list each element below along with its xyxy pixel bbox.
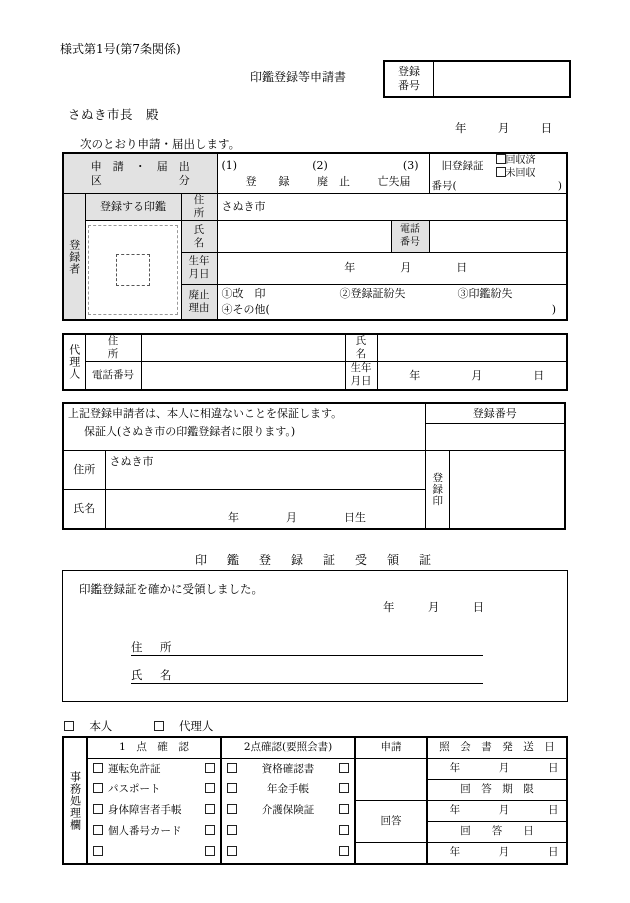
not-collected-label: 未回収 xyxy=(505,167,536,179)
registrant-address-row xyxy=(63,194,567,221)
reason-option-3[interactable]: ③印鑑紛失 xyxy=(457,287,513,301)
col1-item1-label: 運転免許証 xyxy=(108,762,161,775)
admin-deadline-day: 日 xyxy=(547,804,559,817)
guarantor-statement-row xyxy=(63,403,565,424)
seal-impression-box[interactable] xyxy=(85,221,181,321)
agent-side-label-text: 代理人 xyxy=(67,343,81,380)
header-date-year: 年 xyxy=(455,121,467,135)
admin-send-date-year: 年 xyxy=(449,762,461,775)
application-table xyxy=(62,152,568,321)
agent-address-row xyxy=(63,334,567,362)
guarantor-regno-label: 登録番号 xyxy=(425,403,565,424)
col2-item3-checkbox-right[interactable] xyxy=(334,804,354,817)
guarantor-name-label: 氏名 xyxy=(63,490,105,530)
receipt-date[interactable] xyxy=(383,599,484,615)
agent-checkbox[interactable] xyxy=(154,721,164,731)
admin-side-label xyxy=(63,737,87,864)
guarantor-seal-label-text: 登録印 xyxy=(431,472,444,507)
agent-name-value[interactable] xyxy=(377,334,567,362)
col1-item3-checkbox-right[interactable] xyxy=(200,804,220,817)
guarantor-seal-box[interactable] xyxy=(449,451,565,530)
old-certificate-number-open: 番号( xyxy=(431,180,457,192)
old-certificate-label: 旧登録証 xyxy=(441,159,484,172)
col2-item2-checkbox-right[interactable] xyxy=(334,783,354,796)
reason-option-1[interactable]: ①改 印 xyxy=(221,287,266,301)
receipt-box xyxy=(62,570,568,702)
col1-item1-checkbox-left[interactable] xyxy=(88,763,108,776)
col1-item5-checkbox-right[interactable] xyxy=(200,846,220,859)
receipt-date-year: 年 xyxy=(383,600,395,614)
registrant-birth-day: 日 xyxy=(456,261,468,275)
agent-tel-value[interactable] xyxy=(141,362,345,390)
registrant-name-value[interactable] xyxy=(217,221,391,253)
admin-col1-item-2[interactable] xyxy=(87,780,221,801)
guarantor-seal-label xyxy=(425,451,449,530)
guarantor-address-value[interactable]: さぬき市 xyxy=(105,451,425,490)
registration-number-table xyxy=(383,60,571,98)
reason-option-2[interactable]: ②登録証紛失 xyxy=(339,287,406,301)
admin-col1-item-5[interactable] xyxy=(87,843,221,865)
registrant-name-row xyxy=(63,221,567,253)
registrant-address-label: 住 所 xyxy=(181,194,217,221)
agent-address-label: 住 所 xyxy=(85,334,141,362)
self-checkbox[interactable] xyxy=(64,721,74,731)
receipt-address-rule xyxy=(131,655,483,656)
admin-send-date-day: 日 xyxy=(547,762,559,775)
agent-birth-label: 生年月日 xyxy=(345,362,377,390)
guarantor-address-label: 住所 xyxy=(63,451,105,490)
admin-col2-item-3[interactable] xyxy=(221,801,355,822)
registration-number-label xyxy=(384,61,434,97)
registrant-birth-year: 年 xyxy=(344,261,356,275)
col1-item2-checkbox-right[interactable] xyxy=(200,783,220,796)
guarantor-statement-line1: 上記登録申請者は、本人に相違ないことを保証します。 xyxy=(68,407,343,420)
guarantor-statement xyxy=(63,403,425,451)
col2-item3-checkbox-left[interactable] xyxy=(222,804,242,817)
col1-item4-label: 個人番号カード xyxy=(108,825,182,838)
col1-item2-checkbox-left[interactable] xyxy=(88,783,108,796)
applicant-type-row[interactable] xyxy=(64,718,213,734)
agent-table xyxy=(62,333,568,391)
collected-checkbox-row[interactable] xyxy=(496,154,567,167)
admin-send-date-month: 月 xyxy=(498,762,510,775)
admin-item-row-4 xyxy=(63,822,567,843)
registration-number-value[interactable] xyxy=(434,61,571,97)
old-certificate-cell xyxy=(429,153,567,194)
guarantor-birth-month: 月 xyxy=(286,511,297,525)
admin-reply-day: 日 xyxy=(547,846,559,859)
guarantor-statement-line2: 保証人(さぬき市の印鑑登録者に限ります。) xyxy=(84,424,296,438)
admin-deadline-label: 回 答 期 限 xyxy=(427,780,567,801)
guarantor-name-value[interactable] xyxy=(105,490,425,530)
application-option-3-number: (3) xyxy=(402,158,419,172)
application-option-2-label[interactable]: 廃 止 xyxy=(317,174,350,188)
receipt-address-field[interactable] xyxy=(131,639,177,655)
application-kubun-label xyxy=(63,153,217,194)
admin-col4-header: 照 会 書 発 送 日 xyxy=(427,737,567,759)
admin-reply-month: 月 xyxy=(498,846,510,859)
application-option-2-number: (2) xyxy=(312,158,328,172)
registrant-birth-label: 生年 月日 xyxy=(181,253,217,285)
receipt-address-label: 住 所 xyxy=(131,640,175,654)
registration-number-label-line1: 登録 xyxy=(398,65,420,79)
registrant-birth-month: 月 xyxy=(400,261,412,275)
seal-inner-guide xyxy=(116,254,150,286)
guarantor-birth-year: 年 xyxy=(228,511,239,525)
admin-col1-item-4[interactable] xyxy=(87,822,221,843)
col1-item5-checkbox-left[interactable] xyxy=(88,846,108,859)
self-label: 本人 xyxy=(89,719,113,733)
registrant-address-value[interactable]: さぬき市 xyxy=(217,194,567,221)
application-option-1-label[interactable]: 登 録 xyxy=(245,174,290,188)
col2-item3-label: 介護保険証 xyxy=(261,804,315,817)
not-collected-checkbox[interactable] xyxy=(496,167,506,177)
receipt-statement: 印鑑登録証を確かに受領しました。 xyxy=(79,582,263,596)
col2-item4-checkbox-left[interactable] xyxy=(222,825,242,838)
guarantor-birth-day: 日生 xyxy=(344,511,366,525)
admin-col1-header: 1 点 確 認 xyxy=(87,737,221,759)
admin-item-row-1 xyxy=(63,759,567,780)
header-date-day: 日 xyxy=(540,121,553,135)
application-kubun-label-line1: 申 請 ・ 届 出 xyxy=(90,159,190,173)
col2-item4-checkbox-right[interactable] xyxy=(334,825,354,838)
col1-item3-checkbox-left[interactable] xyxy=(88,804,108,817)
col2-item1-checkbox-left[interactable] xyxy=(222,763,242,776)
seal-section-title: 登録する印鑑 xyxy=(85,194,181,221)
registrant-reason-options[interactable] xyxy=(217,284,567,320)
admin-deadline-month: 月 xyxy=(498,804,510,817)
agent-birth-year: 年 xyxy=(409,368,421,382)
admin-processing-table xyxy=(62,736,568,865)
registrant-side-label-text: 登録者 xyxy=(67,238,81,275)
receipt-name-rule xyxy=(131,683,483,684)
admin-send-date-row[interactable] xyxy=(427,759,567,780)
col2-item2-checkbox-left[interactable] xyxy=(222,783,242,796)
admin-application-cell-2[interactable] xyxy=(355,843,427,865)
registrant-birth-value[interactable] xyxy=(217,253,567,285)
old-certificate-number-close: ) xyxy=(557,180,562,192)
admin-col1-item-1[interactable] xyxy=(87,759,221,780)
col2-item1-checkbox-right[interactable] xyxy=(334,763,354,776)
col1-item2-label: パスポート xyxy=(108,783,161,796)
agent-birth-day: 日 xyxy=(533,368,545,382)
registration-number-label-line2: 番号 xyxy=(398,79,420,92)
col2-item5-checkbox-right[interactable] xyxy=(334,846,354,859)
application-option-3-label[interactable]: 亡失届 xyxy=(377,174,411,188)
admin-reply-year: 年 xyxy=(449,846,461,859)
admin-header-row xyxy=(63,737,567,759)
admin-col3-header: 申請 xyxy=(355,737,427,759)
intro-text: 次のとおり申請・届出します。 xyxy=(80,137,241,151)
col1-item3-label: 身体障害者手帳 xyxy=(108,804,182,817)
admin-col2-item-5[interactable] xyxy=(221,843,355,865)
admin-reply-date-row[interactable] xyxy=(427,843,567,865)
admin-col2-item-1[interactable] xyxy=(221,759,355,780)
admin-col2-item-4[interactable] xyxy=(221,822,355,843)
guarantor-table xyxy=(62,402,566,530)
agent-address-value[interactable] xyxy=(141,334,345,362)
col2-item2-label: 年金手帳 xyxy=(267,783,309,796)
col1-item4-checkbox-right[interactable] xyxy=(200,825,220,838)
reason-option-4-close: ) xyxy=(551,303,556,316)
guarantor-address-row xyxy=(63,451,565,490)
application-option-1-number: (1) xyxy=(221,158,238,172)
not-collected-checkbox-row[interactable] xyxy=(496,167,567,180)
admin-deadline-date-row[interactable] xyxy=(427,801,567,822)
admin-side-label-text: 事務処理欄 xyxy=(68,770,82,831)
admin-item-row-5 xyxy=(63,843,567,865)
agent-tel-row xyxy=(63,362,567,390)
agent-side-label xyxy=(63,334,85,390)
registrant-tel-value[interactable] xyxy=(429,221,567,253)
agent-type-label: 代理人 xyxy=(178,719,214,733)
application-kubun-label-line2: 区 分 xyxy=(90,173,190,187)
application-type-row xyxy=(63,153,567,194)
col2-item5-checkbox-left[interactable] xyxy=(222,846,242,859)
admin-item-row-3 xyxy=(63,801,567,822)
agent-birth-month: 月 xyxy=(471,368,483,382)
registrant-reason-label: 廃止 理由 xyxy=(181,284,217,320)
col1-item1-checkbox-right[interactable] xyxy=(200,763,220,776)
document-title: 印鑑登録等申請書 xyxy=(250,70,347,84)
receipt-name-label: 氏 名 xyxy=(131,668,175,682)
form-number: 様式第1号(第7条関係) xyxy=(60,42,181,56)
reason-option-4[interactable]: ④その他( xyxy=(221,303,270,316)
guarantor-regno-value[interactable] xyxy=(425,424,565,451)
registrant-tel-label: 電話 番号 xyxy=(391,221,429,253)
admin-application-cell[interactable] xyxy=(355,759,427,801)
header-date-month: 月 xyxy=(497,121,510,135)
admin-reply-label: 回答 xyxy=(355,801,427,843)
admin-deadline-year: 年 xyxy=(449,804,461,817)
admin-col2-item-2[interactable] xyxy=(221,780,355,801)
collected-checkbox[interactable] xyxy=(496,154,506,164)
agent-birth-value[interactable] xyxy=(377,362,567,390)
header-date xyxy=(455,120,552,136)
agent-tel-label: 電話番号 xyxy=(85,362,141,390)
agent-name-label: 氏 名 xyxy=(345,334,377,362)
admin-col2-header: 2点確認(要照会書) xyxy=(221,737,355,759)
application-type-options[interactable] xyxy=(217,153,429,194)
col1-item4-checkbox-left[interactable] xyxy=(88,825,108,838)
receipt-date-day: 日 xyxy=(472,600,485,614)
admin-col1-item-3[interactable] xyxy=(87,801,221,822)
collected-label: 回収済 xyxy=(505,155,536,166)
registrant-name-label: 氏 名 xyxy=(181,221,217,253)
seal-impression-area[interactable] xyxy=(86,221,181,319)
col2-item1-label: 資格確認書 xyxy=(261,762,315,775)
receipt-date-month: 月 xyxy=(427,600,440,614)
receipt-title: 印 鑑 登 録 証 受 領 証 xyxy=(194,553,435,567)
registrant-side-label xyxy=(63,194,85,321)
addressee: さぬき市長 殿 xyxy=(68,107,160,122)
admin-reply-date-label: 回 答 日 xyxy=(427,822,567,843)
admin-item-row-2 xyxy=(63,780,567,801)
receipt-name-field[interactable] xyxy=(131,667,177,683)
